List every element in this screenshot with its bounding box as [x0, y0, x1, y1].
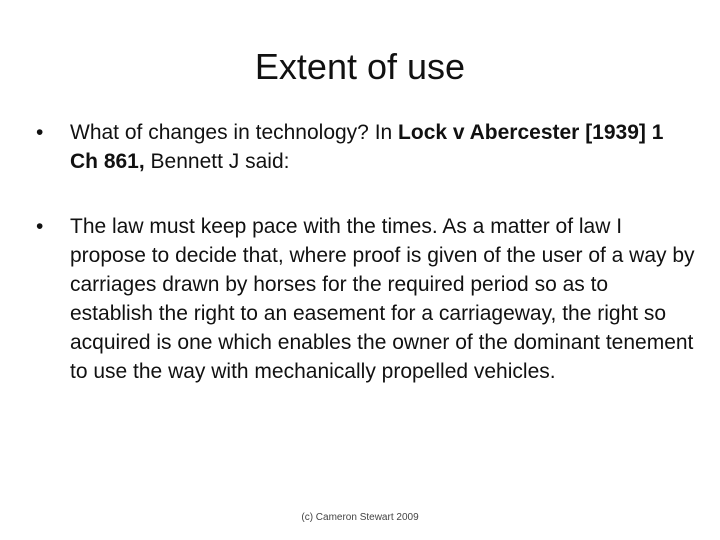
bullet-item-technology [36, 118, 696, 176]
quote-text: The law must keep pace with the times. As a matter of law I propose to decide that, where proof is given of the user of a way by carriages drawn by horses for the required period so as to establish the right to an easement for a carriageway, the right so acquired is one which enables the owner of the dominant tenement to use the way with mechanically propelled vehicles. [70, 215, 695, 383]
slide-title: Extent of use [254, 46, 466, 87]
bullet-marker: • [36, 215, 44, 238]
bullet-item-quote [36, 212, 696, 386]
case-citation: Lock v Abercester [1939] 1 Ch 861, [70, 121, 664, 173]
bullet-marker: • [36, 121, 44, 144]
bullet-text-suffix: Bennett J said: [144, 150, 290, 173]
footer-copyright: (c) Cameron Stewart 2009 [301, 512, 419, 523]
bullet-text-prefix: What of changes in technology? In [70, 121, 399, 144]
slide-content [36, 118, 696, 386]
